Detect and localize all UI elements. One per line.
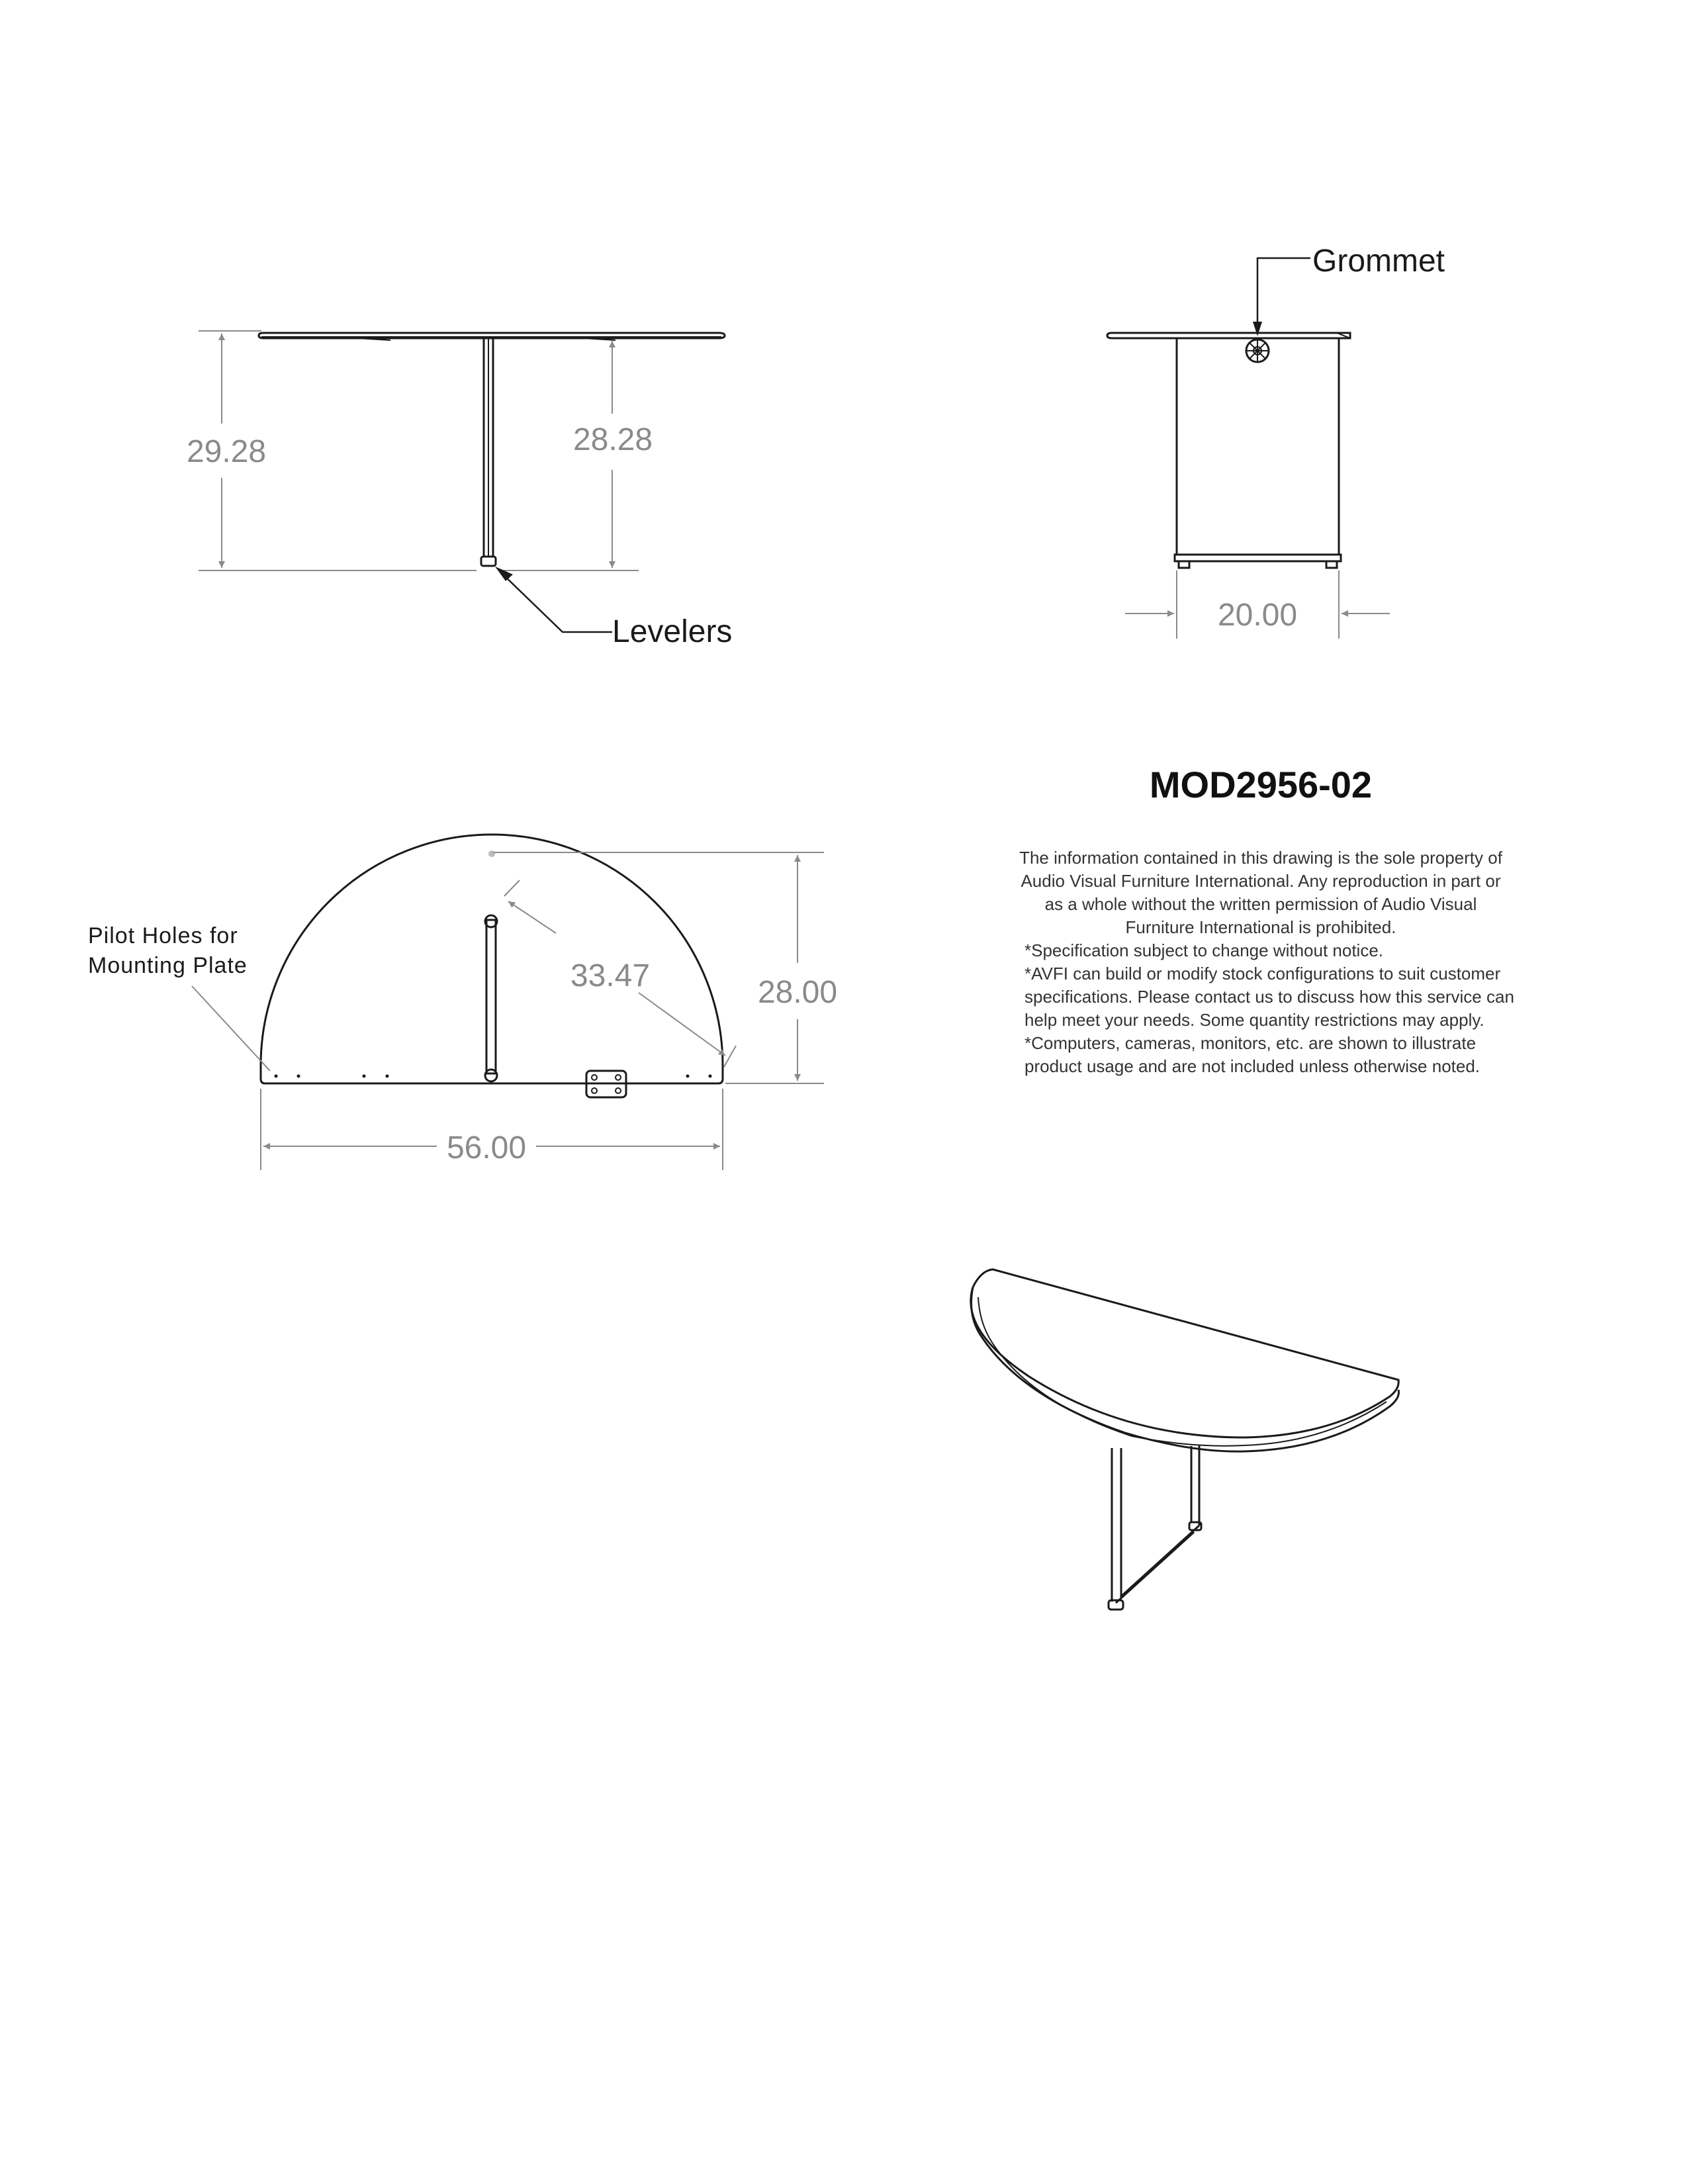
top-view-tabletop: [261, 835, 723, 1083]
width-label: 56.00: [446, 1130, 527, 1165]
overall-height-label: 29.28: [186, 434, 267, 469]
side-view-panel: [1177, 338, 1339, 555]
leveler-callout: [495, 567, 732, 649]
notice-line: product usage and are not included unless otherwise noted.: [1025, 1056, 1480, 1076]
pilot-holes-label-line2: Mounting Plate: [88, 953, 248, 978]
isometric-view: [971, 1269, 1399, 1610]
front-view: [187, 331, 733, 649]
notice-line: Audio Visual Furniture International. Any reproduction in part or: [1021, 871, 1501, 891]
front-view-leveler: [481, 557, 496, 566]
overall-height-dimension: [187, 331, 477, 570]
top-depth-label: 28.00: [757, 975, 838, 1010]
notice-line: *Specification subject to change without notice.: [1025, 940, 1384, 960]
underside-height-dimension: [503, 341, 653, 570]
depth-dimension: [1125, 570, 1390, 639]
grommet-icon: [1246, 340, 1269, 362]
depth-label: 20.00: [1217, 598, 1298, 633]
side-view-leveler-left: [1179, 561, 1189, 568]
pilot-holes-callout: [88, 923, 270, 1071]
top-view-leg-end-bottom: [485, 1069, 497, 1081]
notice-line: *AVFI can build or modify stock configurations to suit customer: [1025, 964, 1501, 983]
notice-line: *Computers, cameras, monitors, etc. are shown to illustrate: [1025, 1033, 1477, 1053]
width-dimension: [261, 1089, 723, 1170]
notice-line: The information contained in this drawing is the sole property of: [1019, 848, 1502, 868]
leveler-label: Levelers: [612, 614, 733, 649]
iso-tabletop-edge: [972, 1287, 1399, 1451]
notice-line: as a whole without the written permission of Audio Visual: [1044, 894, 1477, 914]
side-view: [1107, 244, 1445, 639]
top-depth-dimension: [493, 852, 837, 1083]
title-block: [1019, 764, 1514, 1076]
radius-dimension: [504, 880, 736, 1067]
underside-height-label: 28.28: [572, 422, 653, 457]
side-view-foot: [1175, 555, 1341, 561]
top-view-leg: [486, 920, 496, 1073]
iso-tabletop-surface: [971, 1269, 1398, 1437]
notice-line: specifications. Please contact us to discuss how this service can: [1025, 987, 1514, 1007]
top-view-center-mark: [488, 850, 495, 857]
iso-leg: [1109, 1445, 1201, 1610]
top-view: [88, 835, 837, 1170]
iso-edge-band: [978, 1297, 1387, 1446]
notice-text: [1019, 848, 1514, 1076]
pilot-holes: [275, 1075, 712, 1078]
model-number: MOD2956-02: [1149, 764, 1373, 805]
grommet-callout: [1253, 244, 1445, 336]
radius-label: 33.47: [570, 958, 651, 993]
pilot-holes-label-line1: Pilot Holes for: [88, 923, 238, 948]
notice-line: Furniture International is prohibited.: [1125, 917, 1396, 937]
grommet-label: Grommet: [1312, 244, 1445, 279]
notice-line: help meet your needs. Some quantity restrictions may apply.: [1025, 1010, 1484, 1030]
side-view-leveler-right: [1326, 561, 1337, 568]
